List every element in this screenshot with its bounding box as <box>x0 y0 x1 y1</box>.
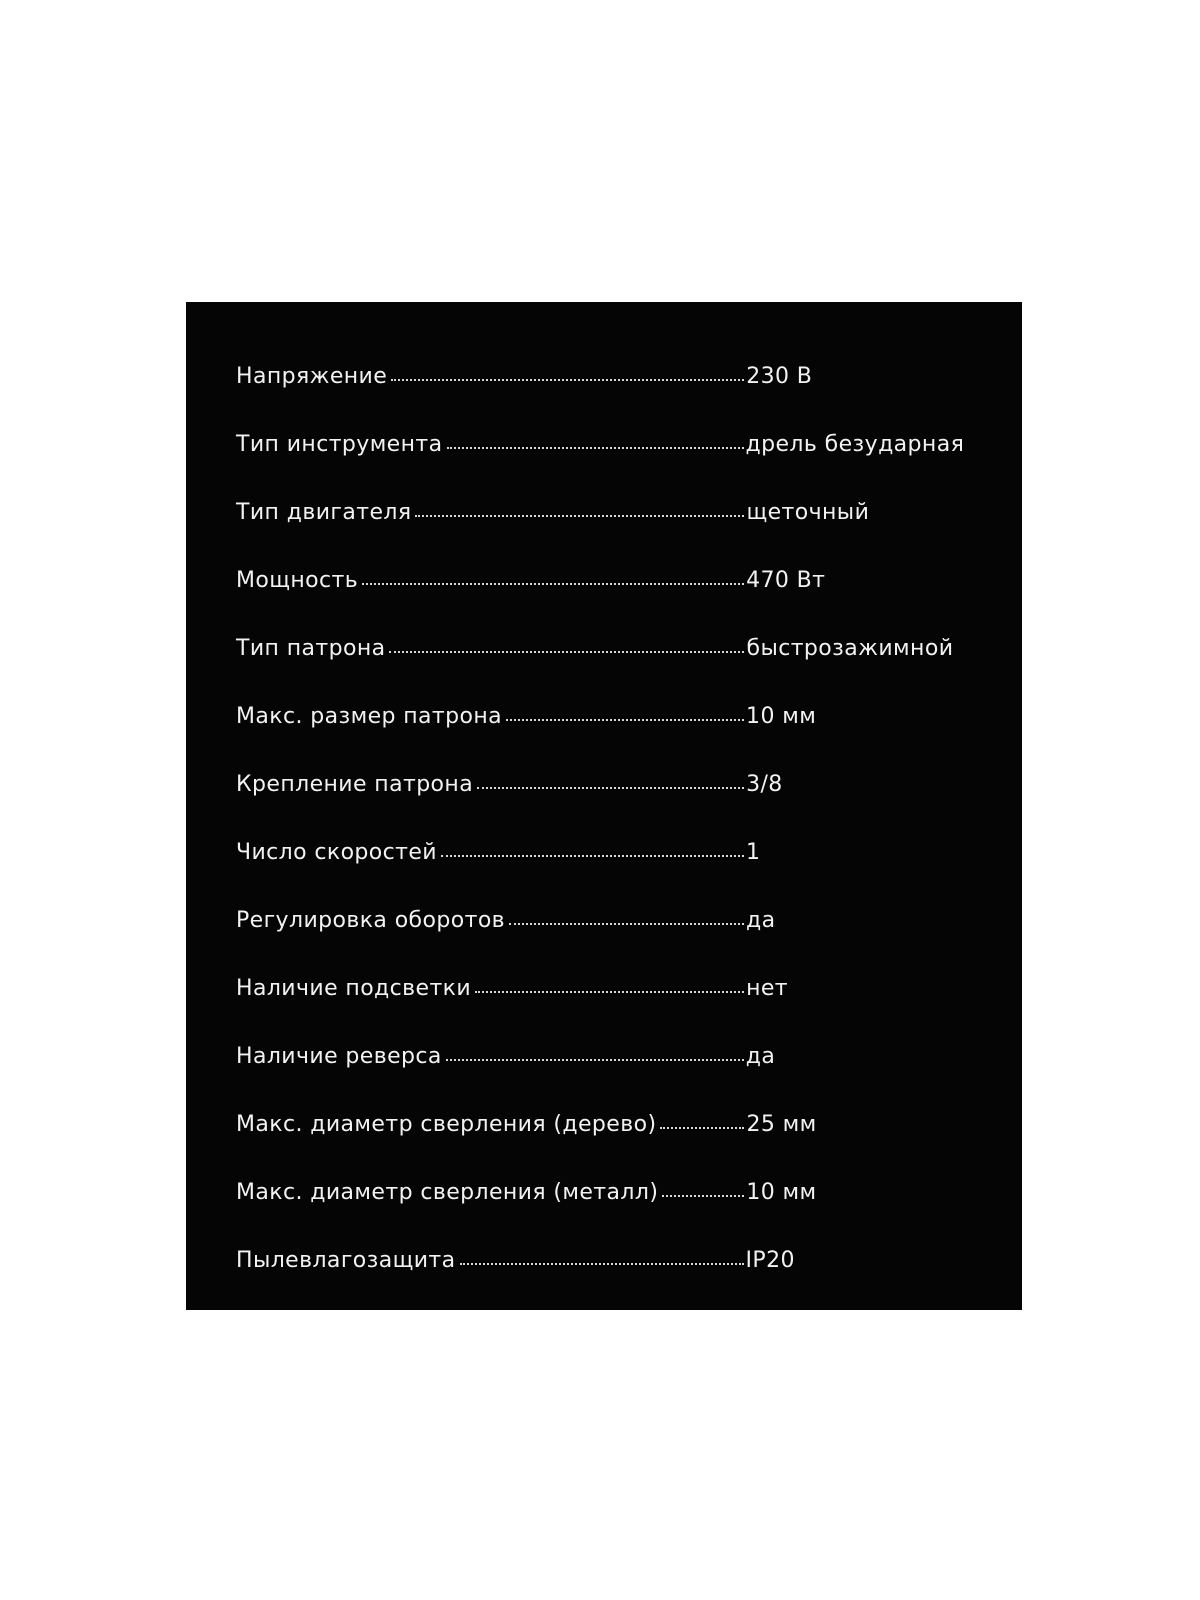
spec-value: нет <box>746 975 788 1001</box>
spec-value: 25 мм <box>746 1111 817 1137</box>
spec-value: 3/8 <box>746 771 783 797</box>
spec-label: Число скоростей <box>236 839 438 865</box>
spec-value: щеточный <box>746 499 870 525</box>
spec-row <box>236 1226 996 1294</box>
spec-row <box>236 342 996 410</box>
spec-row <box>236 818 996 886</box>
spec-value: быстрозажимной <box>746 635 954 661</box>
dotted-leader <box>475 991 744 993</box>
dotted-leader <box>446 1059 744 1061</box>
dotted-leader <box>460 1263 744 1265</box>
spec-label: Макс. диаметр сверления (дерево) <box>236 1111 657 1137</box>
dotted-leader <box>509 923 744 925</box>
spec-label: Регулировка оборотов <box>236 907 506 933</box>
spec-row <box>236 1022 996 1090</box>
dotted-leader <box>362 583 744 585</box>
spec-value: 10 мм <box>746 1179 817 1205</box>
spec-row <box>236 682 996 750</box>
dotted-leader <box>441 855 744 857</box>
dotted-leader <box>477 787 744 789</box>
spec-value: да <box>746 907 776 933</box>
spec-row <box>236 410 996 478</box>
spec-value: 1 <box>746 839 761 865</box>
dotted-leader <box>506 719 744 721</box>
spec-row <box>236 546 996 614</box>
spec-value: дрель безударная <box>745 431 965 457</box>
spec-label: Наличие реверса <box>236 1043 442 1069</box>
spec-row <box>236 750 996 818</box>
dotted-leader <box>662 1195 744 1197</box>
spec-row <box>236 954 996 1022</box>
spec-value: да <box>745 1043 776 1069</box>
spec-label: Наличие подсветки <box>236 975 472 1001</box>
spec-value: 470 Вт <box>746 567 826 593</box>
spec-row <box>236 478 996 546</box>
spec-label: Тип инструмента <box>236 431 443 457</box>
spec-label: Тип патрона <box>236 635 386 661</box>
spec-value: IP20 <box>745 1247 795 1273</box>
spec-label: Напряжение <box>236 363 388 389</box>
dotted-leader <box>415 515 744 517</box>
spec-label: Макс. размер патрона <box>236 703 503 729</box>
dotted-leader <box>447 447 744 449</box>
spec-row <box>236 1090 996 1158</box>
spec-row <box>236 1158 996 1226</box>
spec-row <box>236 886 996 954</box>
spec-value: 230 В <box>746 363 813 389</box>
spec-row <box>236 614 996 682</box>
spec-value: 10 мм <box>746 703 817 729</box>
spec-list <box>236 342 996 1294</box>
dotted-leader <box>660 1127 744 1129</box>
spec-label: Крепление патрона <box>236 771 474 797</box>
spec-label: Мощность <box>236 567 359 593</box>
dotted-leader <box>389 651 744 653</box>
spec-label: Тип двигателя <box>236 499 412 525</box>
dotted-leader <box>391 379 744 381</box>
spec-panel <box>186 302 1022 1310</box>
spec-label: Пылевлагозащита <box>236 1247 456 1273</box>
spec-label: Макс. диаметр сверления (металл) <box>236 1179 659 1205</box>
